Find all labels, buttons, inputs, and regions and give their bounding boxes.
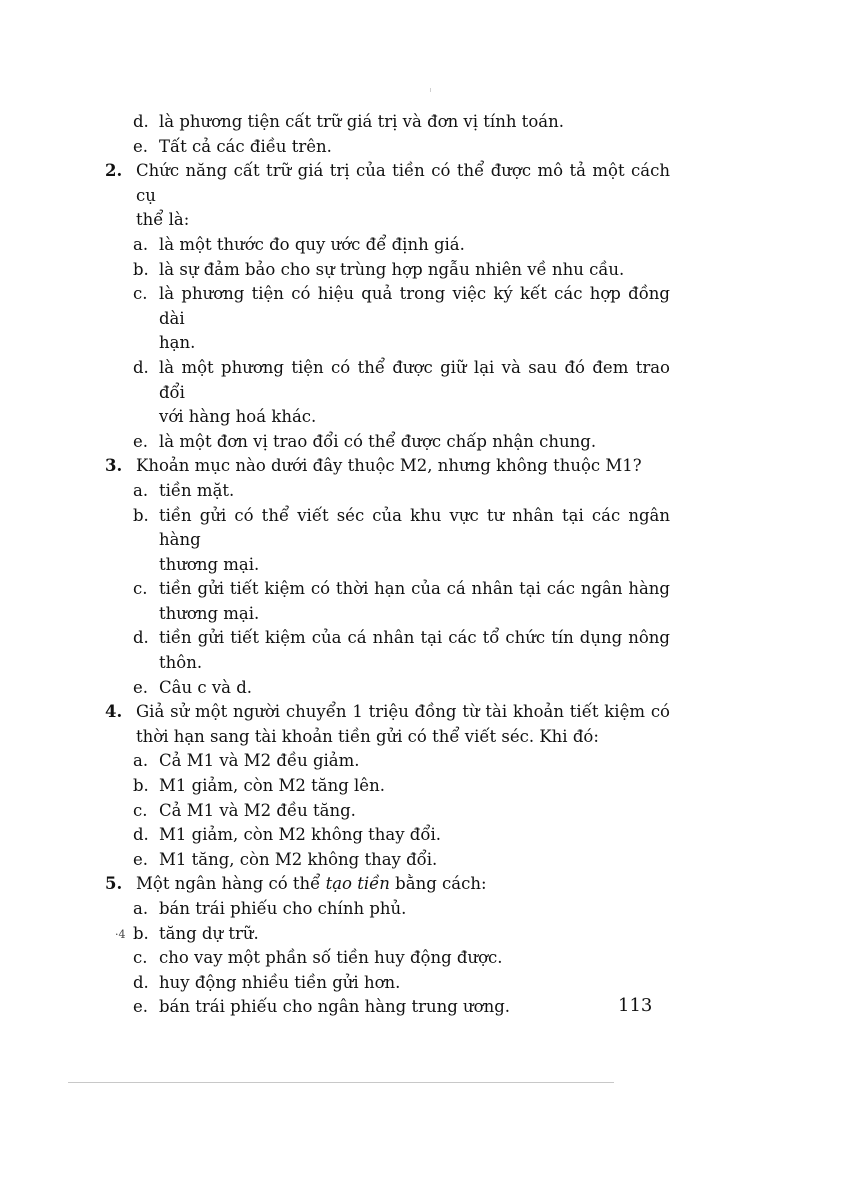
option-label: e. (133, 677, 149, 697)
scan-artifact-mark (430, 88, 431, 92)
question-text-post: bằng cách: (389, 874, 487, 894)
option-label: d. (133, 825, 149, 845)
q2-option-d (105, 356, 670, 405)
q4-option-d (105, 823, 670, 848)
option-text: tăng dự trữ. (159, 923, 259, 943)
page-number: 113 (618, 995, 653, 1016)
q2-option-c-cont: hạn. (159, 333, 196, 353)
question-text: Chức năng cất trữ giá trị của tiền có thể được mô tả một cách cụ (136, 161, 670, 205)
option-text: huy động nhiều tiền gửi hơn. (159, 972, 401, 992)
option-text: tiền gửi tiết kiệm của cá nhân tại các tổ chức tín dụng nông (159, 628, 670, 648)
option-label: b. (133, 776, 149, 796)
question-number: 5. (105, 874, 123, 894)
q5-stem (105, 872, 670, 897)
option-text: M1 tăng, còn M2 không thay đổi. (159, 849, 438, 869)
option-text: là một thước đo quy ước để định giá. (159, 234, 465, 254)
q4-stem-cont: thời hạn sang tài khoản tiền gửi có thể viết séc. Khi đó: (136, 726, 599, 746)
q3-option-d-cont: thôn. (159, 653, 203, 673)
q2-option-c (105, 282, 670, 331)
option-label: d. (133, 112, 149, 131)
q5-option-e (105, 995, 670, 1020)
q1-option-e (105, 135, 670, 160)
option-label: e. (133, 997, 149, 1017)
option-label: e. (133, 431, 149, 451)
option-label: c. (133, 284, 148, 304)
question-number: 2. (105, 161, 123, 181)
q2-option-b (105, 258, 670, 283)
q1-option-d (105, 110, 670, 135)
q4-option-c (105, 799, 670, 824)
option-label: d. (133, 628, 149, 648)
option-text: tiền gửi có thể viết séc của khu vực tư nhân tại các ngân hàng (159, 505, 670, 550)
option-text: tiền gửi tiết kiệm có thời hạn của cá nhân tại các ngân hàng (159, 579, 670, 599)
option-label: b. (133, 923, 149, 943)
option-label: a. (133, 751, 149, 771)
option-text: M1 giảm, còn M2 không thay đổi. (159, 825, 441, 845)
question-number: 4. (105, 702, 123, 722)
option-text: tiền mặt. (159, 480, 235, 500)
question-number: 3. (105, 456, 123, 476)
q4-stem (105, 700, 670, 725)
option-text: Cả M1 và M2 đều tăng. (159, 800, 356, 820)
option-label: b. (133, 505, 149, 525)
option-text: là một phương tiện có thể được giữ lại và sau đó đem trao đổi (159, 357, 670, 402)
option-label: a. (133, 899, 149, 918)
page-body (105, 110, 670, 1020)
option-label: b. (133, 259, 149, 279)
footer-rule (68, 1082, 614, 1083)
q2-option-a (105, 233, 670, 258)
q2-option-e (105, 430, 670, 455)
option-text: Tất cả các điều trên. (159, 136, 332, 156)
q3-option-a (105, 479, 670, 504)
option-label: a. (133, 480, 149, 500)
option-label: d. (133, 972, 149, 992)
q5-option-a (105, 897, 670, 922)
q3-option-e (105, 676, 670, 701)
option-label: a. (133, 234, 149, 254)
option-text: M1 giảm, còn M2 tăng lên. (159, 776, 385, 796)
q4-option-a (105, 749, 670, 774)
option-text: bán trái phiếu cho chính phủ. (159, 899, 407, 918)
q4-option-e (105, 848, 670, 873)
q5-option-d (105, 971, 670, 996)
option-text: là phương tiện cất trữ giá trị và đơn vị tính toán. (159, 112, 564, 131)
option-label: c. (133, 948, 148, 968)
q3-stem (105, 454, 670, 479)
option-label: e. (133, 136, 149, 156)
q4-option-b (105, 774, 670, 799)
option-label: c. (133, 800, 148, 820)
q2-stem-cont: thể là: (136, 210, 190, 230)
q3-option-c (105, 577, 670, 602)
option-label: e. (133, 849, 149, 869)
option-text: cho vay một phần số tiền huy động được. (159, 948, 503, 968)
option-label: d. (133, 357, 149, 377)
option-text: Câu c và d. (159, 677, 253, 697)
scan-artifact-mark: ·4 (115, 928, 126, 941)
question-text: Giả sử một người chuyển 1 triệu đồng từ tài khoản tiết kiệm có (136, 702, 670, 722)
option-text: bán trái phiếu cho ngân hàng trung ương. (159, 997, 511, 1017)
option-text: là phương tiện có hiệu quả trong việc ký kết các hợp đồng dài (159, 284, 670, 328)
q2-stem (105, 159, 670, 208)
q5-option-b (105, 922, 670, 947)
q3-option-b-cont: thương mại. (159, 554, 260, 574)
option-text: là sự đảm bảo cho sự trùng hợp ngẫu nhiên về nhu cầu. (159, 259, 625, 279)
q3-option-d (105, 626, 670, 651)
question-text-pre: Một ngân hàng có thể (136, 874, 326, 894)
q3-option-b (105, 504, 670, 553)
question-text: Khoản mục nào dưới đây thuộc M2, nhưng không thuộc M1? (136, 456, 642, 476)
option-text: là một đơn vị trao đổi có thể được chấp nhận chung. (159, 431, 597, 451)
q2-option-d-cont: với hàng hoá khác. (159, 407, 317, 427)
emphasis-term: tạo tiền (325, 874, 390, 894)
q3-option-c-cont: thương mại. (159, 603, 260, 623)
option-text: Cả M1 và M2 đều giảm. (159, 751, 360, 771)
option-label: c. (133, 579, 148, 599)
q5-option-c (105, 946, 670, 971)
